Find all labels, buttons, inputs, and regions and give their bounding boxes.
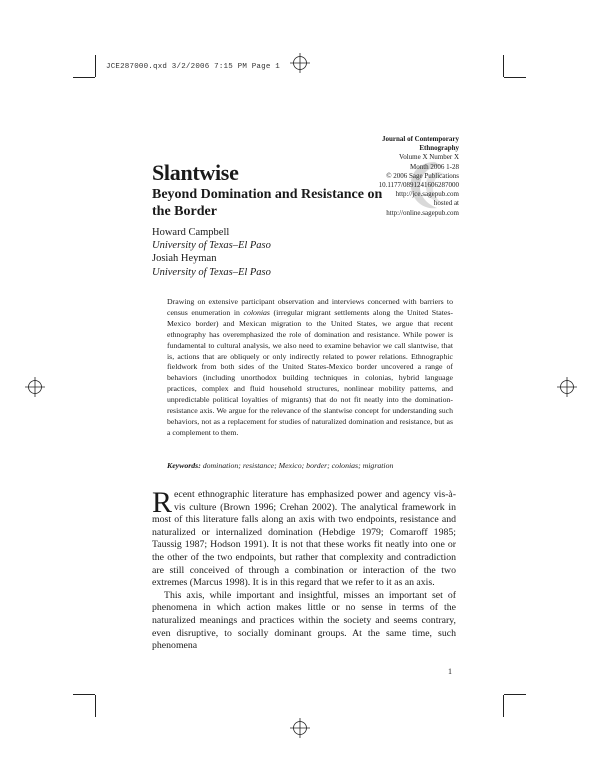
page-number: 1 bbox=[448, 667, 452, 676]
crop-mark bbox=[73, 77, 95, 78]
abstract bbox=[167, 297, 453, 439]
article-title: Slantwise bbox=[152, 160, 239, 185]
keywords bbox=[167, 461, 457, 470]
keywords-label: Keywords: bbox=[167, 461, 201, 470]
body-text bbox=[152, 486, 456, 653]
body-paragraph: This axis, while important and insightful, misses an important set of phenomena in which action makes little or no sense in terms of the naturalized meanings and practices within the society and seems contrary, even disruptive, to socially dominant groups. At the same time, such phenomena bbox=[152, 589, 456, 652]
author-name: Josiah Heyman bbox=[152, 253, 217, 265]
journal-volume: Volume X Number X bbox=[399, 153, 459, 162]
crop-mark bbox=[73, 694, 95, 695]
journal-online-url[interactable]: http://online.sagepub.com bbox=[386, 208, 459, 217]
journal-title: Ethnography bbox=[419, 144, 459, 153]
crop-mark bbox=[95, 695, 96, 717]
author-list bbox=[152, 226, 271, 279]
abstract-italic-term: colonias bbox=[243, 307, 270, 317]
journal-url[interactable]: http://jce.sagepub.com bbox=[395, 190, 459, 199]
journal-doi: 10.1177/0891241606287000 bbox=[378, 181, 459, 190]
registration-mark-icon bbox=[290, 718, 310, 738]
abstract-text: Drawing on extensive participant observation and interviews concerned with barriers to census enumeration in bbox=[167, 297, 453, 317]
journal-hosted: hosted at bbox=[433, 199, 459, 208]
slug-line: JCE287000.qxd 3/2/2006 7:15 PM Page 1 bbox=[106, 63, 280, 71]
journal-date-pages: Month 2006 1-28 bbox=[410, 162, 459, 171]
article-subtitle: Beyond Domination and Resistance on the Border bbox=[152, 187, 383, 219]
crop-mark bbox=[503, 695, 504, 717]
journal-copyright: © 2006 Sage Publications bbox=[386, 171, 459, 180]
journal-title: Journal of Contemporary bbox=[382, 135, 459, 143]
crop-mark bbox=[504, 77, 526, 78]
crop-mark bbox=[504, 694, 526, 695]
author-affiliation: University of Texas–El Paso bbox=[152, 266, 271, 278]
body-paragraph bbox=[152, 486, 456, 590]
drop-cap: R bbox=[152, 486, 173, 519]
author-name: Howard Campbell bbox=[152, 227, 230, 238]
registration-mark-icon bbox=[557, 377, 577, 397]
crop-mark bbox=[95, 55, 96, 77]
crop-mark bbox=[503, 55, 504, 77]
keywords-list: domination; resistance; Mexico; border; colonias; migration bbox=[202, 461, 394, 470]
abstract-text: (irregular migrant settlements along the United States-Mexico border) and Mexican migration to the United States, we argue that recent ethnography has overemphasized the role of domination and resistance. While power is fundamental to cultural analysis, we also need to examine behavior we call slantwise, that is, actions that are obliquely or only indirectly related to power relations. Ethnographic fieldwork from both sides of the United States-Mexico border uncovered a range of behaviors (including unorthodox building techniques in colonias, hybrid language practices, complex and fluid household structures, nonlinear mobility patterns, and unpredictable political loyalties of migrants) that do not fit neatly into the domination-resistance axis. We argue for the relevance of the slantwise concept for understanding such behaviors, not as a replacement for studies of naturalized domination and resistance, but as a complement to them. bbox=[167, 307, 453, 437]
registration-mark-icon bbox=[290, 53, 310, 73]
paragraph-text: ecent ethnographic literature has emphasized power and agency vis-à-vis culture (Brown 1996; Crehan 2002). The analytical framework in most of this literature falls along an axis with two endpoints, resistance and naturalized or internalized domination (Hebdige 1979; Comaroff 1985; Taussig 1987; Hodson 1991). It is not that these works fit neatly into one or the other of the two endpoints, but rather that complexity and contradiction are still conceived of through a combination or interaction of the two extremes (Marcus 1998). It is in this regard that we refer to it as an axis. bbox=[152, 489, 456, 589]
author-affiliation: University of Texas–El Paso bbox=[152, 240, 271, 252]
registration-mark-icon bbox=[25, 377, 45, 397]
